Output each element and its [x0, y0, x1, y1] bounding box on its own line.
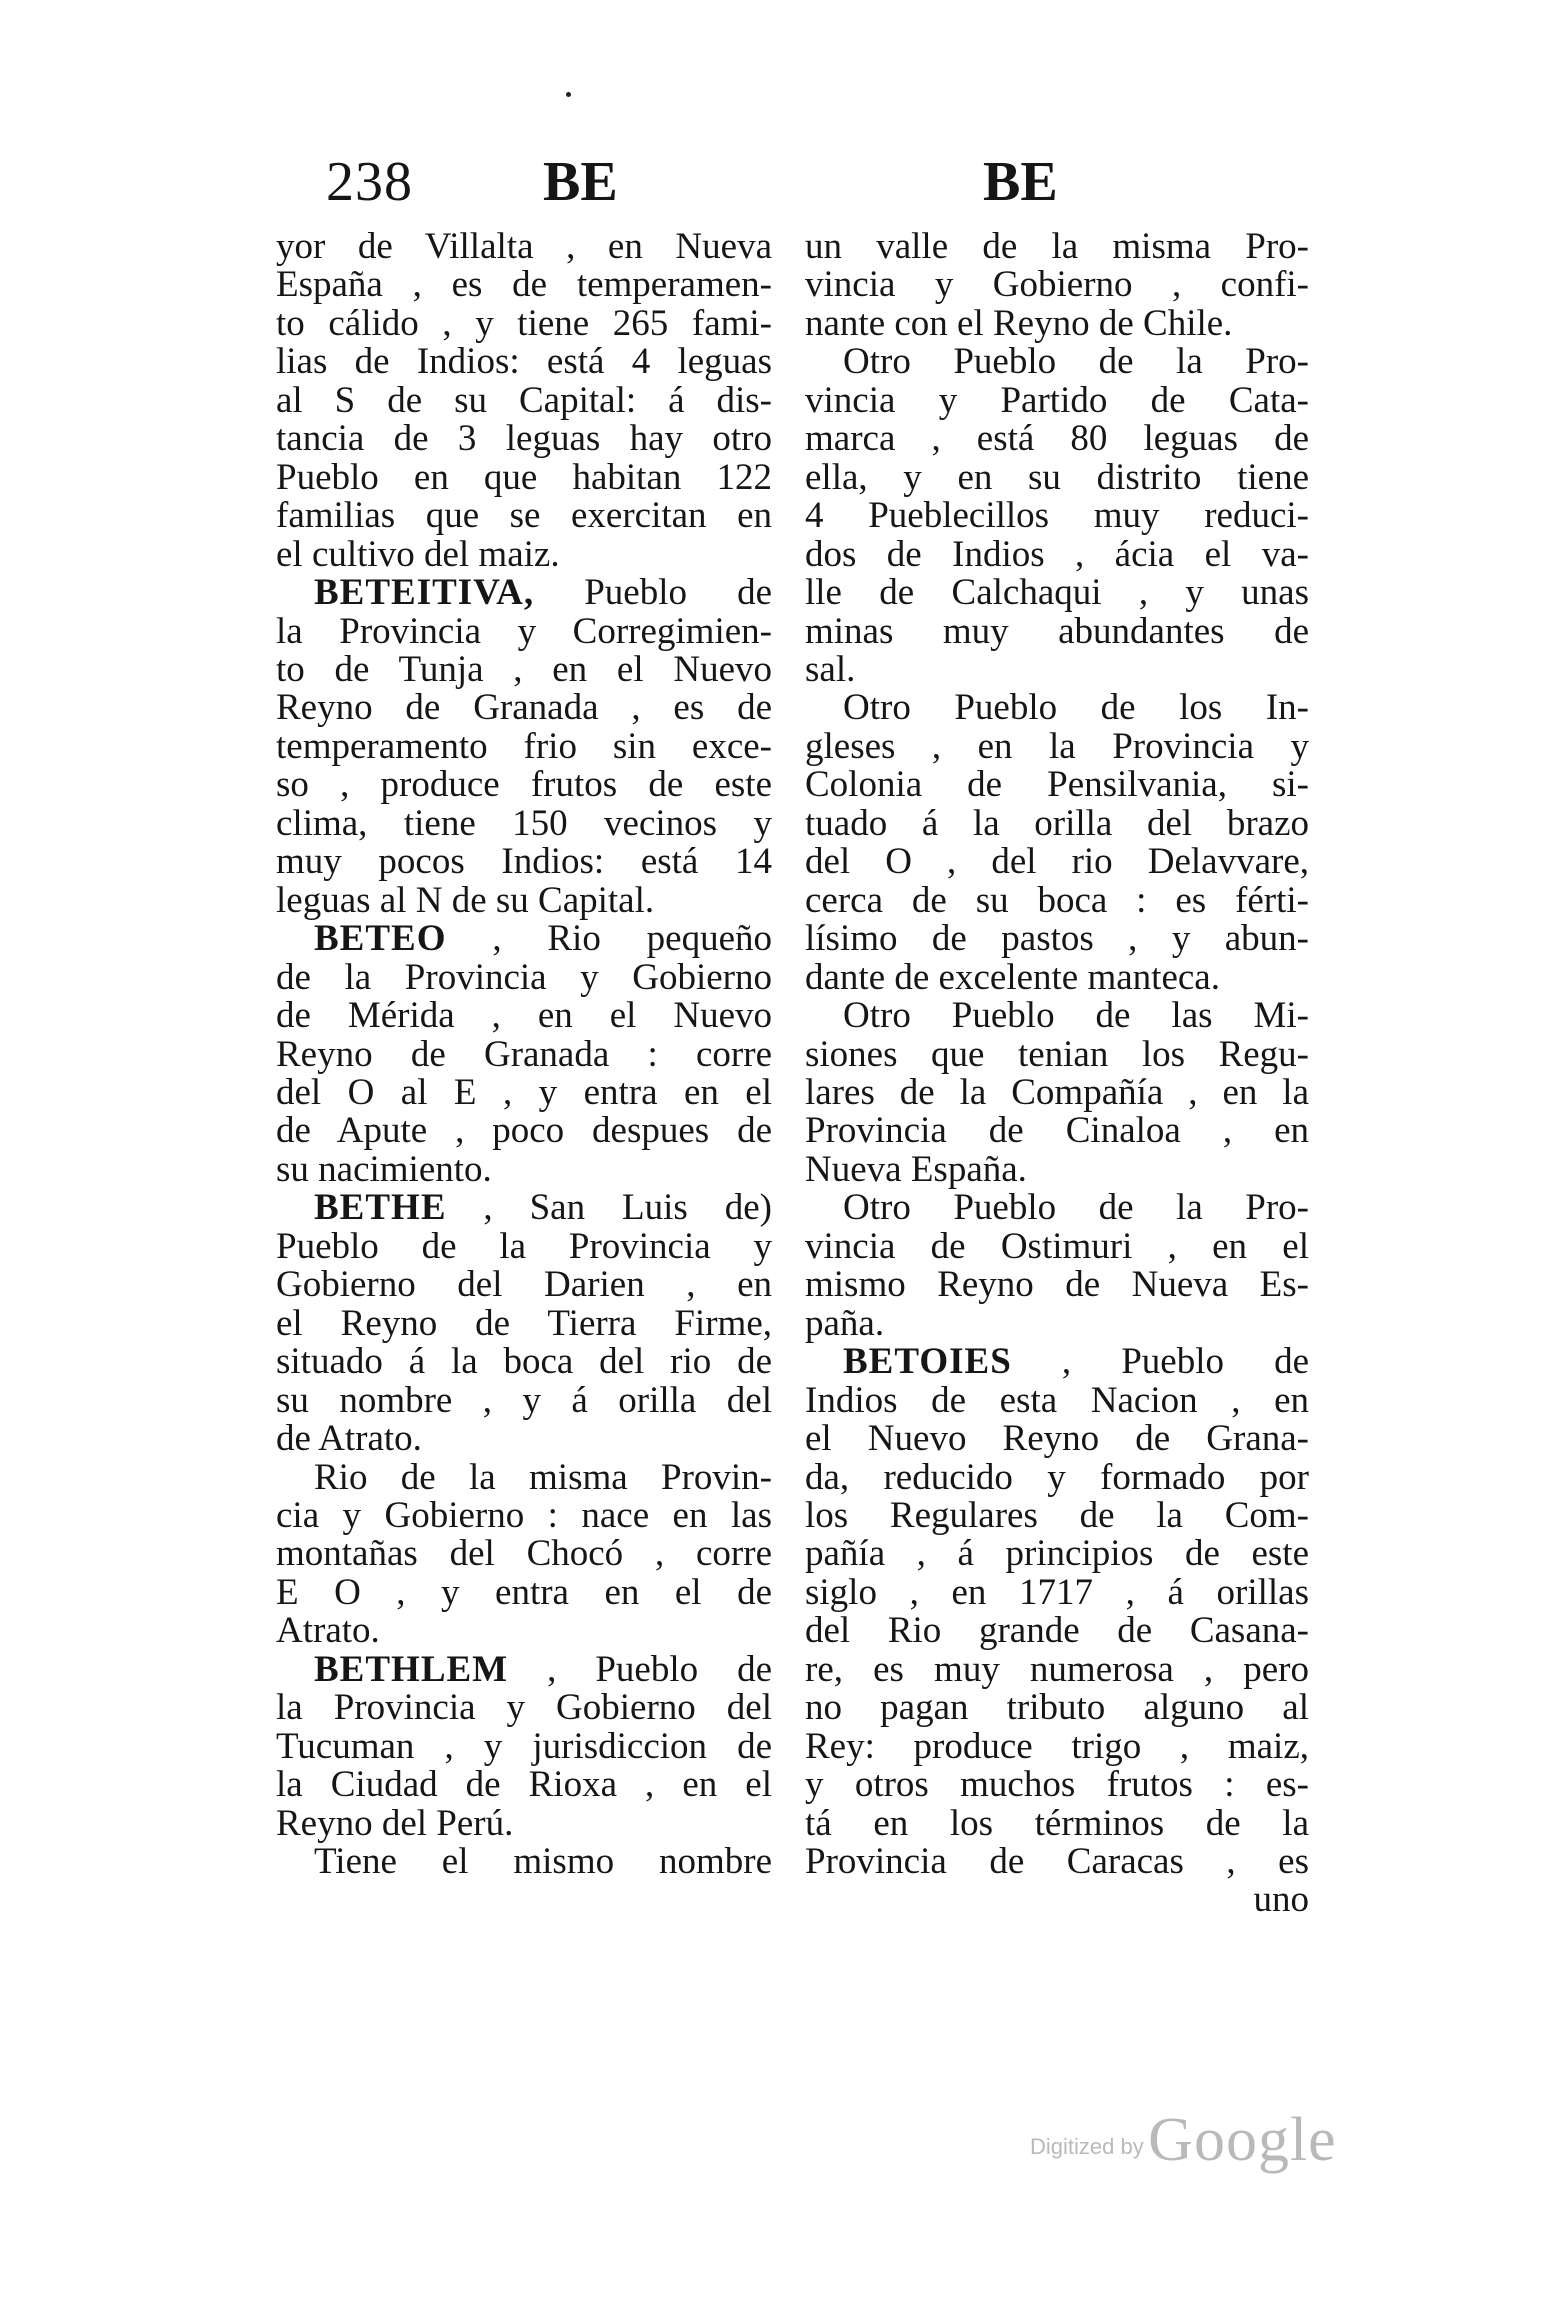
line-text: lle de Calchaqui , y unas [805, 572, 1309, 614]
line-text: tancia de 3 leguas hay otro [276, 418, 772, 460]
entry-headword: BETEO [314, 918, 447, 960]
line-text: da, reducido y formado por [805, 1456, 1309, 1498]
text-line [276, 725, 772, 767]
text-line [805, 228, 1309, 266]
text-line [276, 1494, 772, 1536]
line-text: lísimo de pastos , y abun- [805, 918, 1309, 960]
text-line [805, 1648, 1309, 1690]
line-text: muy pocos Indios: está 14 [276, 841, 772, 883]
text-line [805, 420, 1309, 458]
page-number: 238 [326, 151, 413, 213]
text-line [276, 379, 772, 421]
line-text: vincia y Gobierno , confi- [805, 264, 1309, 306]
line-text: de Mérida , en el Nuevo [276, 995, 772, 1037]
entry-headword: BETHLEM [314, 1648, 509, 1690]
line-text: tuado á la orilla del brazo [805, 802, 1309, 844]
text-line [805, 1343, 1309, 1381]
line-text: Atrato. [276, 1610, 380, 1652]
line-text: Reyno de Granada : corre [276, 1033, 772, 1075]
text-line [805, 1802, 1309, 1844]
text-line [276, 610, 772, 652]
line-text: Reyno de Granada , es de [276, 687, 772, 729]
line-text: cia y Gobierno : nace en las [276, 1494, 772, 1536]
text-line [276, 574, 772, 612]
entry-headword: BETHE [314, 1187, 447, 1229]
line-text: mismo Reyno de Nueva Es- [805, 1264, 1309, 1306]
line-text: yor de Villalta , en Nueva [276, 226, 772, 267]
line-text: so , produce frutos de este [276, 764, 772, 806]
text-line [805, 497, 1309, 535]
text-line [276, 420, 772, 458]
text-line [805, 1189, 1309, 1227]
line-text: dos de Indios , ácia el va- [805, 533, 1309, 575]
text-line [276, 533, 772, 575]
text-line [805, 725, 1309, 767]
line-text: la Provincia y Corregimien- [276, 610, 772, 652]
running-head-right: BE [983, 151, 1058, 213]
line-text: el cultivo del maiz. [276, 533, 560, 575]
text-line [276, 1843, 772, 1881]
line-text: Rio de la misma Provin- [314, 1456, 772, 1498]
text-line [805, 1225, 1309, 1267]
text-line [276, 843, 772, 881]
line-text: to cálido , y tiene 265 fami- [276, 302, 772, 344]
line-text: su nacimiento. [276, 1148, 492, 1190]
text-line [805, 533, 1309, 575]
text-line [276, 1343, 772, 1381]
text-line [276, 1302, 772, 1344]
line-text: re, es muy numerosa , pero [805, 1648, 1309, 1690]
text-line [276, 1648, 772, 1690]
text-line [805, 1535, 1309, 1573]
text-line [805, 379, 1309, 421]
text-line [805, 879, 1309, 921]
text-column-right [805, 228, 1309, 1920]
line-text: cerca de su boca : es férti- [805, 879, 1309, 921]
line-text: su nombre , y á orilla del [276, 1379, 772, 1421]
text-column-left [276, 228, 772, 1881]
line-text: 4 Pueblecillos muy reduci- [805, 495, 1309, 537]
line-text: del O al E , y entra en el [276, 1071, 772, 1113]
line-text: Pueblo de [534, 572, 772, 614]
text-line [276, 1689, 772, 1727]
speck-mark [566, 92, 571, 97]
line-text: to de Tunja , en el Nuevo [276, 648, 772, 690]
text-line [805, 456, 1309, 498]
line-text: Indios de esta Nacion , en [805, 1379, 1309, 1421]
line-text: Provincia de Caracas , es [805, 1841, 1309, 1883]
line-text: Otro Pueblo de las Mi- [843, 995, 1309, 1037]
line-text: , San Luis de) [446, 1187, 772, 1229]
line-text: el Nuevo Reyno de Grana- [805, 1418, 1309, 1460]
text-line [276, 689, 772, 727]
text-line [276, 1033, 772, 1075]
credit-prefix: Digitized by [1030, 2134, 1144, 2159]
line-text: de Atrato. [276, 1418, 422, 1460]
line-text: paña. [805, 1302, 885, 1344]
text-line [276, 228, 772, 266]
text-line [276, 1112, 772, 1150]
line-text: Otro Pueblo de los In- [843, 687, 1309, 729]
line-text: de la Provincia y Gobierno [276, 956, 772, 998]
text-line [805, 802, 1309, 844]
line-text: clima, tiene 150 vecinos y [276, 802, 772, 844]
digitized-by-credit [1030, 2105, 1337, 2176]
text-line [805, 1766, 1309, 1804]
text-line [805, 1456, 1309, 1498]
text-line [805, 574, 1309, 612]
running-head-left: BE [543, 151, 618, 213]
line-text: de Apute , poco despues de [276, 1110, 772, 1152]
text-line [805, 1571, 1309, 1613]
line-text: Rey: produce trigo , maiz, [805, 1725, 1309, 1767]
text-line [276, 1612, 772, 1650]
line-text: , Rio pequeño [446, 918, 772, 960]
text-line [805, 843, 1309, 881]
text-line [805, 343, 1309, 381]
google-logo: Google [1148, 2106, 1337, 2174]
line-text: montañas del Chocó , corre [276, 1533, 772, 1575]
line-text: marca , está 80 leguas de [805, 418, 1309, 460]
text-line [276, 766, 772, 804]
line-text: el Reyno de Tierra Firme, [276, 1302, 772, 1344]
line-text: no pagan tributo alguno al [805, 1687, 1309, 1729]
text-line [276, 956, 772, 998]
line-text: nante con el Reyno de Chile. [805, 302, 1233, 344]
line-text: la Ciudad de Rioxa , en el [276, 1764, 772, 1806]
text-line [276, 1379, 772, 1421]
text-line [276, 1725, 772, 1767]
line-text: siones que tenian los Regu- [805, 1033, 1309, 1075]
line-text: siglo , en 1717 , á orillas [805, 1571, 1309, 1613]
line-text: , Pueblo de [1011, 1341, 1309, 1383]
line-text: , Pueblo de [508, 1648, 772, 1690]
text-line [805, 1689, 1309, 1727]
line-text: Provincia de Cinaloa , en [805, 1110, 1309, 1152]
line-text: lias de Indios: está 4 leguas [276, 341, 772, 383]
line-text: la Provincia y Gobierno del [276, 1687, 772, 1729]
text-line [805, 1612, 1309, 1650]
line-text: Otro Pueblo de la Pro- [843, 341, 1309, 383]
text-line [276, 997, 772, 1035]
text-line [805, 997, 1309, 1035]
text-line [276, 802, 772, 844]
line-text: los Regulares de la Com- [805, 1494, 1309, 1536]
text-line [276, 266, 772, 304]
text-line [805, 266, 1309, 304]
text-line [276, 1148, 772, 1190]
text-line [276, 1189, 772, 1227]
text-line [805, 1725, 1309, 1767]
entry-headword: BETOIES [843, 1341, 1012, 1383]
text-line [276, 456, 772, 498]
line-text: al S de su Capital: á dis- [276, 379, 772, 421]
text-line [805, 610, 1309, 652]
catchword: uno [1253, 1879, 1309, 1921]
line-text: y otros muchos frutos : es- [805, 1764, 1309, 1806]
line-text: Otro Pueblo de la Pro- [843, 1187, 1309, 1229]
text-line [805, 766, 1309, 804]
line-text: Nueva España. [805, 1148, 1027, 1190]
text-line [276, 1456, 772, 1498]
text-line [276, 1266, 772, 1304]
text-line [805, 956, 1309, 998]
text-line [805, 1112, 1309, 1150]
line-text: Pueblo en que habitan 122 [276, 456, 772, 498]
text-line [805, 1379, 1309, 1421]
text-line [805, 1266, 1309, 1304]
line-text: Tiene el mismo nombre [314, 1841, 772, 1883]
line-text: gleses , en la Provincia y [805, 725, 1309, 767]
text-line [276, 648, 772, 690]
text-line [276, 1766, 772, 1804]
line-text: Reyno del Perú. [276, 1802, 514, 1844]
line-text: leguas al N de su Capital. [276, 879, 655, 921]
text-line [805, 1420, 1309, 1458]
line-text: España , es de temperamen- [276, 264, 772, 306]
text-line [276, 497, 772, 535]
text-line [276, 343, 772, 381]
text-line [276, 879, 772, 921]
text-line [276, 1071, 772, 1113]
text-line [276, 302, 772, 344]
line-text: situado á la boca del rio de [276, 1341, 772, 1383]
line-text: lares de la Compañía , en la [805, 1071, 1309, 1113]
text-line [805, 689, 1309, 727]
text-line [276, 1802, 772, 1844]
text-line [276, 1420, 772, 1458]
line-text: del O , del rio Delavvare, [805, 841, 1309, 883]
text-line [276, 1225, 772, 1267]
text-line [805, 1494, 1309, 1536]
line-text: E O , y entra en el de [276, 1571, 772, 1613]
text-line [805, 920, 1309, 958]
line-text: familias que se exercitan en [276, 495, 772, 537]
text-line [805, 1148, 1309, 1190]
text-line [805, 302, 1309, 344]
line-text: del Rio grande de Casana- [805, 1610, 1309, 1652]
text-line [276, 1535, 772, 1573]
line-text: minas muy abundantes de [805, 610, 1309, 652]
text-line [805, 648, 1309, 690]
line-text: vincia y Partido de Cata- [805, 379, 1309, 421]
line-text: vincia de Ostimuri , en el [805, 1225, 1309, 1267]
text-line [276, 920, 772, 958]
line-text: un valle de la misma Pro- [805, 226, 1309, 267]
line-text: Tucuman , y jurisdiccion de [276, 1725, 772, 1767]
text-line [805, 1843, 1309, 1881]
line-text: tá en los términos de la [805, 1802, 1309, 1844]
line-text: dante de excelente manteca. [805, 956, 1220, 998]
line-text: Colonia de Pensilvania, si- [805, 764, 1309, 806]
line-text: sal. [805, 648, 856, 690]
text-line [805, 1071, 1309, 1113]
line-text: temperamento frio sin exce- [276, 725, 772, 767]
entry-headword: BETEITIVA, [314, 572, 535, 614]
line-text: ella, y en su distrito tiene [805, 456, 1309, 498]
line-text: pañía , á principios de este [805, 1533, 1309, 1575]
text-line [276, 1571, 772, 1613]
line-text: Gobierno del Darien , en [276, 1264, 772, 1306]
text-line [805, 1033, 1309, 1075]
text-line [805, 1302, 1309, 1344]
line-text: Pueblo de la Provincia y [276, 1225, 772, 1267]
